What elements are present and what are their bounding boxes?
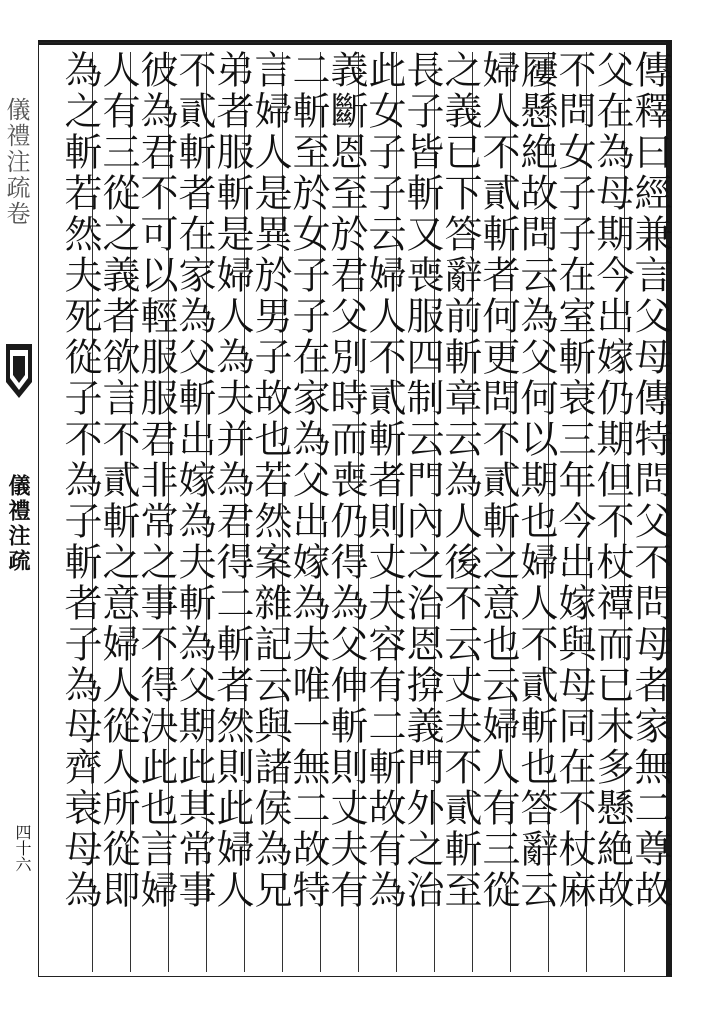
text-column: 不問女子子在室斬衰三年今出嫁與母同在不杖麻 — [552, 50, 596, 911]
text-block — [58, 50, 672, 975]
text-column: 人有三從之義者欲言不貳斬之意婦人從人所從即 — [96, 50, 140, 911]
book-title: 儀禮注疏 — [5, 474, 31, 574]
text-column: 言婦人是異於男子故也若然案雜記云與諸侯為兄 — [248, 50, 292, 911]
text-column: 父在為母期今出嫁仍期但不杖禫而已未多懸絶故 — [590, 50, 634, 911]
text-column: 弟者服斬是婦人為夫并為君得二斬者然則此婦人 — [210, 50, 254, 911]
text-column: 不貳斬者在家為父斬出嫁為夫斬為父期此其常事 — [172, 50, 216, 911]
text-column: 傳釋曰經兼言父母傳特問父不問母者家無二尊故 — [628, 50, 672, 911]
text-column: 為之斬若然夫死從子不為子斬者子為母齊衰母為 — [58, 50, 102, 911]
fishtail-mark-icon — [4, 342, 34, 400]
block-heart-margin — [0, 42, 38, 977]
page-number: 四十六 — [13, 824, 32, 872]
text-column: 之義已下答辭前斬章云為人後不云丈夫不貳斬至 — [438, 50, 482, 911]
text-column: 婦人不貳斬者何更問不貳斬之意也云婦人有三從 — [476, 50, 520, 911]
margin-header: 儀禮注疏卷 — [2, 97, 30, 227]
text-column: 屨懸絶故問云為父何以期也婦人不貳斬也答辭云 — [514, 50, 558, 911]
text-column: 義斷恩至於君父別時而喪仍得為父伸斬則丈夫有 — [324, 50, 368, 911]
text-column: 此女子子云婦人不貳斬者則丈夫容有二斬故有為 — [362, 50, 406, 911]
text-column: 長子皆斬又喪服四制云門內之治恩揜義門外之治 — [400, 50, 444, 911]
text-column: 彼為君不可以輕服服君非常之事不得決此也言婦 — [134, 50, 178, 911]
text-column: 二斬至於女子子在家為父出嫁為夫唯一無二故特 — [286, 50, 330, 911]
